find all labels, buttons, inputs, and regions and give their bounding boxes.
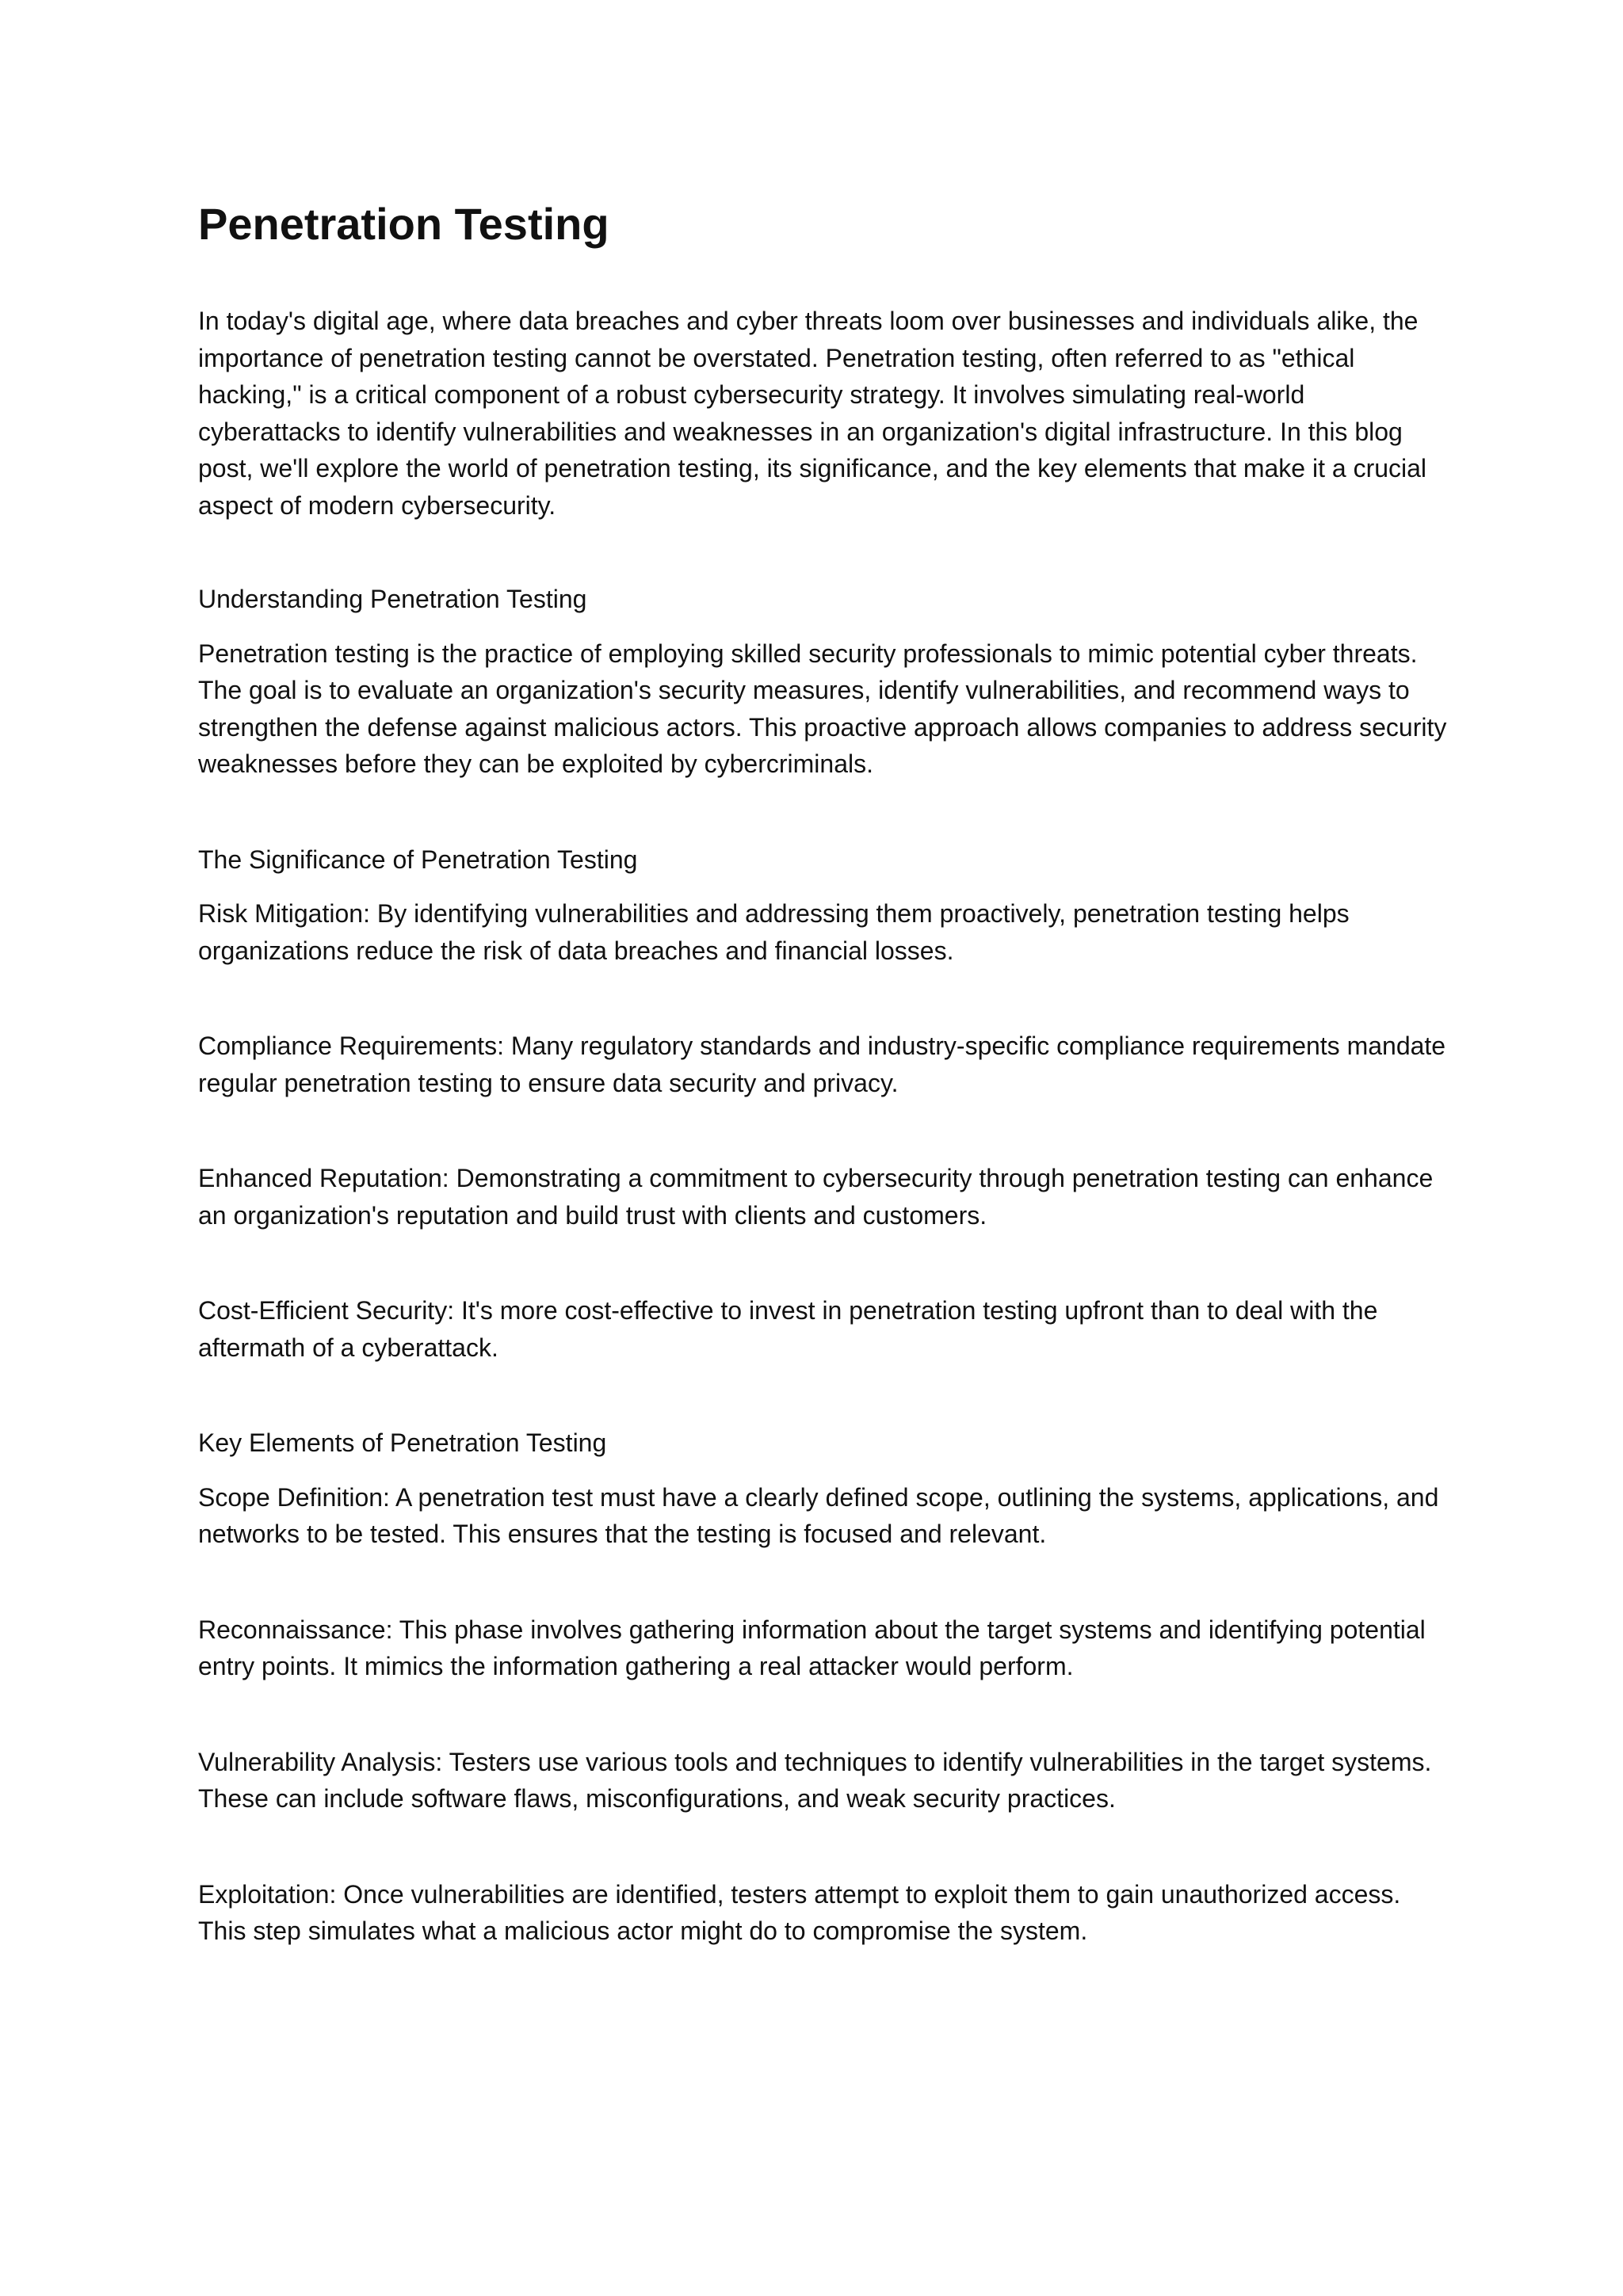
- section-heading: Key Elements of Penetration Testing: [198, 1428, 607, 1457]
- section-paragraph: Penetration testing is the practice of employing skilled security professionals to mimic potential cyber threats. The goal is to evaluate an organization's security measures, identify vulnerabilities, and recommend ways to strengthen the defense against malicious actors. This proactive approach allows companies to address security weaknesses before they can be exploited by cybercriminals.: [198, 639, 1447, 778]
- section-understanding: [198, 581, 1450, 783]
- list-item-reputation: Enhanced Reputation: Demonstrating a commitment to cybersecurity through penetration testing can enhance an organization's reputation and build trust with clients and customers.: [198, 1164, 1434, 1230]
- list-item-compliance: Compliance Requirements: Many regulatory standards and industry-specific compliance requirements mandate regular penetration testing to ensure data security and privacy.: [198, 1032, 1446, 1097]
- document-body: [198, 196, 1450, 2008]
- list-item-scope-definition: Scope Definition: A penetration test must have a clearly defined scope, outlining the systems, applications, and networks to be tested. This ensures that the testing is focused and relevant.: [198, 1482, 1439, 1548]
- section-heading: Understanding Penetration Testing: [198, 585, 587, 613]
- intro-paragraph: In today's digital age, where data breaches and cyber threats loom over businesses and individuals alike, the importance of penetration testing cannot be overstated. Penetration testing, often referred to as "ethical hacking," is a critical component of a robust cybersecurity strategy. It involves simulating real-world cyberattacks to identify vulnerabilities and weaknesses in an organization's digital infrastructure. In this blog post, we'll explore the world of penetration testing, its significance, and the key elements that make it a crucial aspect of modern cybersecurity.: [198, 307, 1427, 520]
- list-item-vulnerability-analysis: Vulnerability Analysis: Testers use various tools and techniques to identify vulnerabilities in the target systems. These can include software flaws, misconfigurations, and weak security practices.: [198, 1747, 1432, 1813]
- list-item-reconnaissance: Reconnaissance: This phase involves gathering information about the target systems and identifying potential entry points. It mimics the information gathering a real attacker would perform.: [198, 1615, 1426, 1680]
- page-title: Penetration Testing: [198, 199, 609, 249]
- list-item-risk-mitigation: Risk Mitigation: By identifying vulnerabilities and addressing them proactively, penetration testing helps organizations reduce the risk of data breaches and financial losses.: [198, 899, 1350, 965]
- section-key-elements: [198, 1425, 1450, 1950]
- section-significance: [198, 841, 1450, 1367]
- list-item-exploitation: Exploitation: Once vulnerabilities are identified, testers attempt to exploit them to gain unauthorized access. This step simulates what a malicious actor might do to compromise the system.: [198, 1879, 1401, 1945]
- list-item-cost-efficient: Cost-Efficient Security: It's more cost-effective to invest in penetration testing upfront than to deal with the aftermath of a cyberattack.: [198, 1296, 1378, 1362]
- section-heading: The Significance of Penetration Testing: [198, 845, 638, 874]
